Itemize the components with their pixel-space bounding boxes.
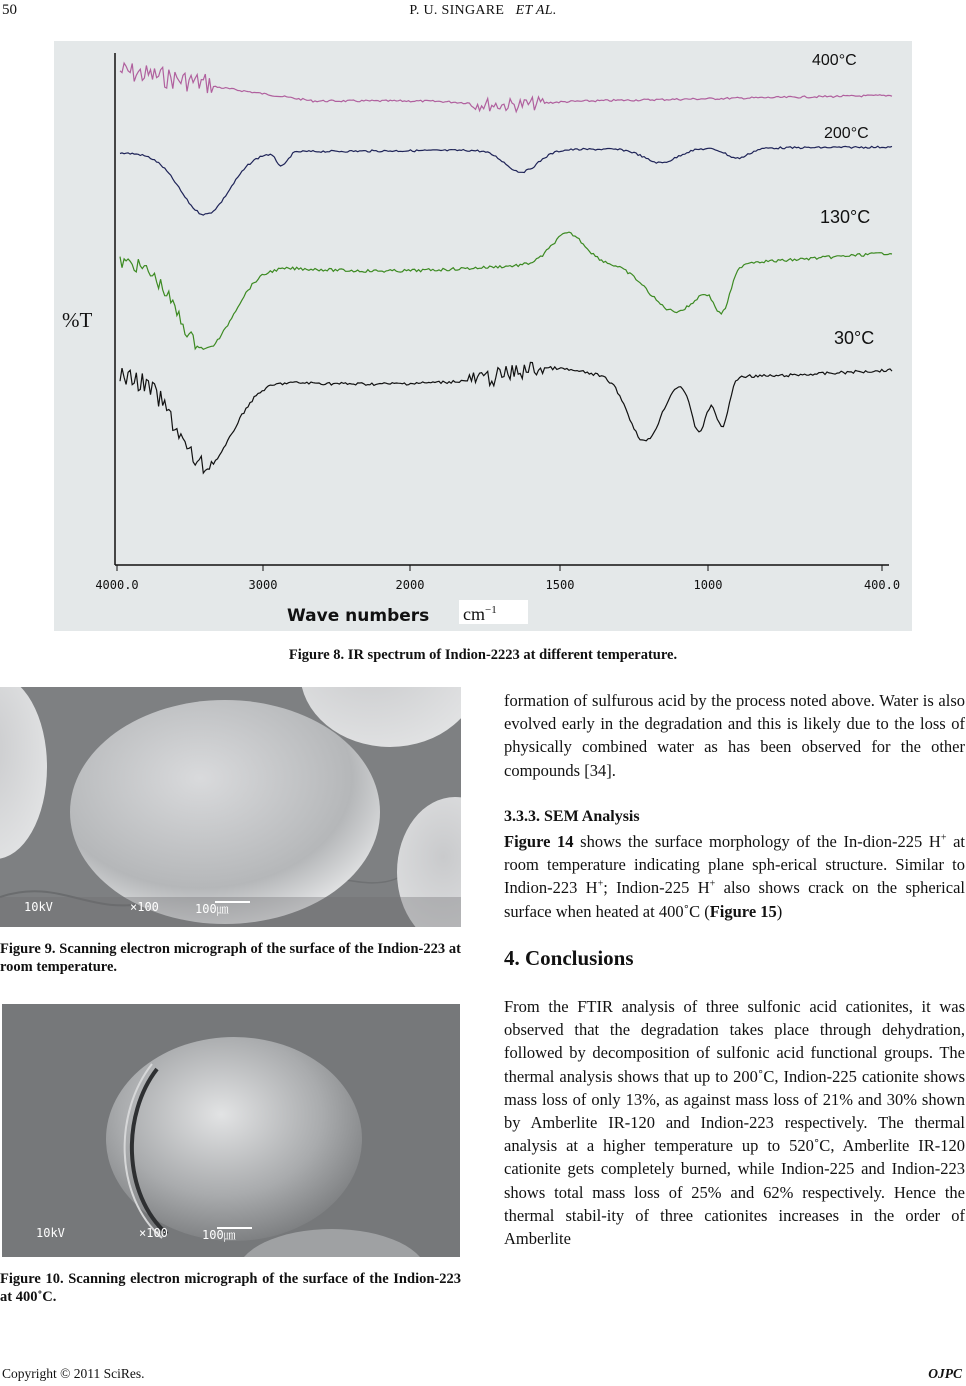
header-authors: P. U. SINGARE	[409, 3, 505, 18]
series-label-130c: 130°C	[820, 207, 871, 227]
x-axis-title: Wave numbers	[287, 606, 430, 626]
figure14-ref: Figure 14	[504, 832, 574, 851]
spectrum-curves	[120, 63, 892, 473]
sem10-scale: 100㎛	[202, 1228, 236, 1242]
sem9-mag: ×100	[130, 900, 159, 914]
conclusions-text: From the FTIR analysis of three sulfonic acid cationites, it was observed that the degradation takes place through dehydration, followed by decomposition of sulfonic acid functional groups. The thermal analysis shows that up to 200˚C, Indion-225 cationite shows mass loss of only 13%, as against mass loss of 21% and 30% shown by Amberlite IR-120 and Indion-223 respectively. The thermal analysis at a higher temperature up to 520˚C, Amberlite IR-120 cationite gets completely burned, while Indion-225 and Indion-223 shows total mass loss of 25% and 62% respectively. Hence the thermal stabil-ity of three cationites increases in the order of Amberlite	[504, 997, 965, 1249]
sem9-kv: 10kV	[24, 900, 53, 914]
tick-label-2000: 2000	[395, 578, 425, 592]
paragraph-sem-analysis	[504, 830, 965, 923]
paragraph-conclusions	[504, 995, 965, 1250]
sem-micrograph-9	[0, 687, 461, 927]
sem-image-room-temperature	[0, 687, 461, 927]
running-header	[0, 3, 966, 19]
paragraph-sulfurous-acid: formation of sulfurous acid by the process noted above. Water is also evolved early in the degradation and this is likely due to the loss of physically combined water as has been observed for the other compounds [34].	[504, 691, 965, 780]
series-label-400c: 400°C	[812, 52, 857, 69]
curve-130c	[120, 232, 892, 349]
sem10-mag: ×100	[139, 1226, 168, 1240]
ir-spectrum-plot	[54, 41, 912, 631]
header-et-al: ET AL.	[515, 3, 557, 18]
figure10-caption: Figure 10. Scanning electron micrograph of the surface of the Indion-223 at 400˚C.	[0, 1271, 461, 1305]
curve-400c	[120, 63, 892, 112]
tick-label-4000: 4000.0	[95, 578, 139, 592]
curve-30c	[120, 362, 892, 473]
section-heading-sem: 3.3.3. SEM Analysis	[504, 808, 640, 825]
tick-label-400: 400.0	[863, 578, 901, 592]
tick-label-3000: 3000	[248, 578, 278, 592]
sem-micrograph-10	[2, 1004, 460, 1257]
figure9-caption: Figure 9. Scanning electron micrograph of the surface of the Indion-223 at room temperature.	[0, 941, 461, 975]
sem-image-400c	[2, 1004, 460, 1257]
sem-paragraph: Figure 14 shows the surface morphology of the In-dion-225 H+ at room temperature indicating plane sph-erical structure. Similar to Indion-223 H+; Indion-225 H+ also shows crack on the spherical surface when heated at 400˚C (Figure 15)	[504, 832, 965, 921]
series-label-30c: 30°C	[834, 328, 875, 348]
section-heading-conclusions: 4. Conclusions	[504, 946, 634, 970]
figure15-ref: Figure 15	[709, 901, 777, 921]
footer-journal: OJPC	[928, 1366, 962, 1381]
x-axis-unit: $cm^{-1}$	[463, 604, 497, 624]
y-axis-title: %T	[62, 308, 93, 332]
page-number: 50	[2, 2, 17, 18]
right-column-intro	[504, 689, 965, 782]
series-label-200c: 200°C	[824, 125, 869, 142]
curve-200c	[120, 146, 892, 215]
footer-copyright: Copyright © 2011 SciRes.	[2, 1366, 145, 1381]
figure8-caption: Figure 8. IR spectrum of Indion-2223 at different temperature.	[288, 647, 678, 663]
tick-label-1500: 1500	[545, 578, 575, 592]
sem9-scale: 100㎛	[195, 902, 229, 916]
x-axis-ticks	[117, 565, 882, 571]
sem10-kv: 10kV	[36, 1226, 65, 1240]
ir-spectrum-figure	[54, 41, 912, 631]
tick-label-1000: 1000	[693, 578, 723, 592]
